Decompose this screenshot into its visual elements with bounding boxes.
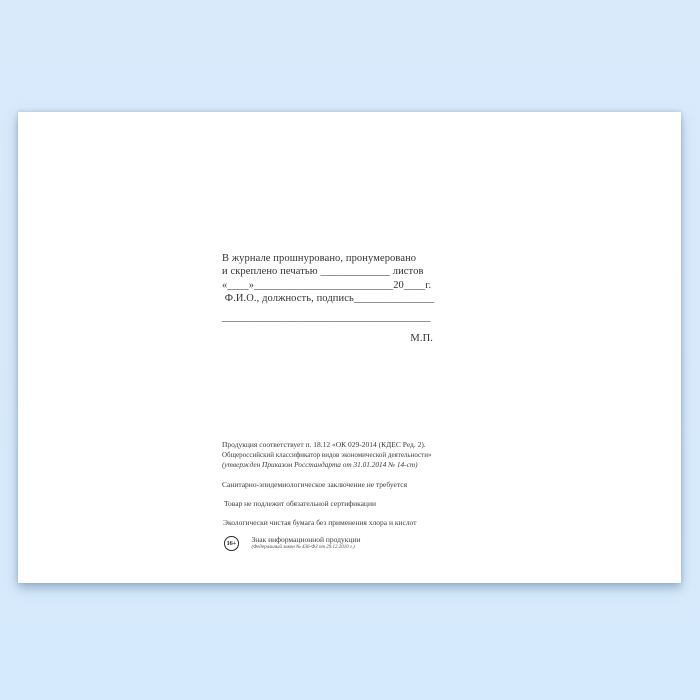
lacing-certification-block <box>222 252 434 345</box>
eco-paper-statement: Экологически чистая бумага без применения хлора и кислот <box>223 518 417 527</box>
age-rating-16plus-icon <box>224 536 239 551</box>
age-rating-label: 16+ <box>226 540 236 547</box>
age-rating-row <box>222 536 472 551</box>
classifier-approval-line: (утвержден Приказом Росстандарта от 31.01.2014 № 14-ст) <box>222 460 418 469</box>
information-sign-title: Знак информационной продукции <box>251 535 361 544</box>
compliance-block <box>222 440 472 551</box>
certification-statement: Товар не подлежит обязательной сертификации <box>224 499 376 508</box>
lacing-text-line: В журнале прошнуровано, пронумеровано <box>222 253 417 264</box>
sheets-count-line: и скреплено печатью _____________ листов <box>222 266 424 278</box>
name-position-signature-line: Ф.И.О., должность, подпись_______________ <box>222 293 435 305</box>
blank-signature-line: _______________________________________ <box>222 311 431 323</box>
sanitary-statement: Санитарно-эпидемиологическое заключение не требуется <box>222 480 408 489</box>
information-sign-text <box>252 536 361 551</box>
product-classification-line: Продукция соответствует п. 18.12 «ОК 029-2014 (КДЕС Ред. 2). <box>222 440 426 449</box>
information-sign-law-reference: (Федеральный закон № 436-ФЗ от 29.12.2010 г.) <box>251 544 355 550</box>
classifier-name-line: Общероссийский классификатор видов экономической деятельности» <box>222 451 432 459</box>
journal-back-page <box>18 112 681 583</box>
seal-placeholder: М.П. <box>410 333 433 345</box>
date-line: «____»__________________________20____г. <box>222 279 432 291</box>
